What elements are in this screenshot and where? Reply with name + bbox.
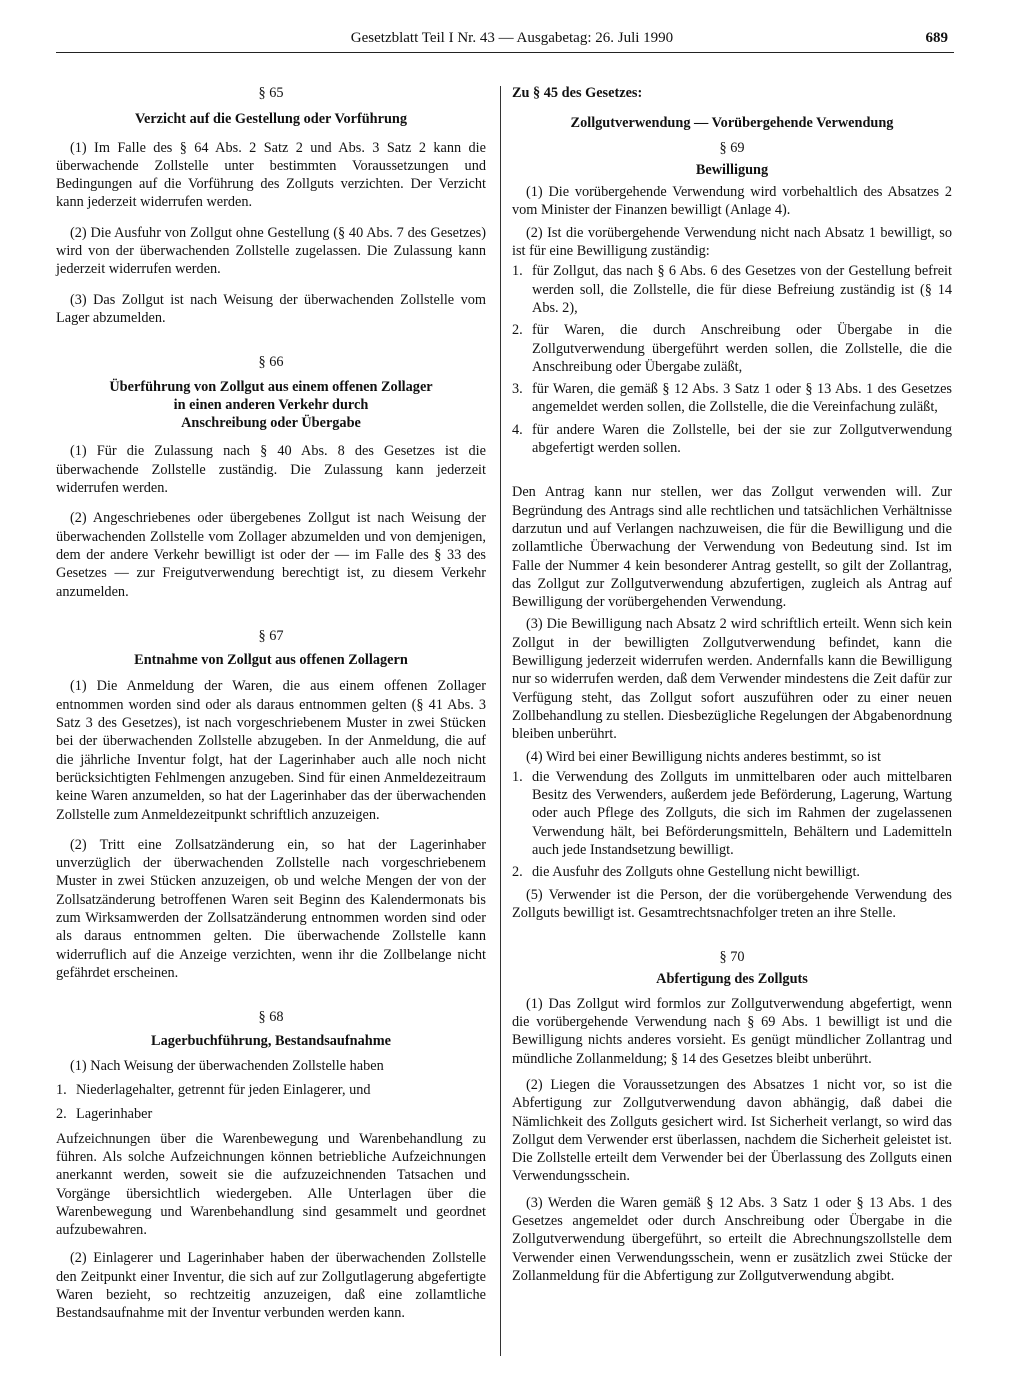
section-67-title: Entnahme von Zollgut aus offenen Zollagern (134, 652, 408, 669)
list-item (512, 768, 952, 859)
section-70-number: § 70 (719, 949, 745, 966)
section-69-p4: (4) Wird bei einer Bewilligung nichts anderes bestimmt, so ist (526, 748, 881, 765)
section-70-title: Abfertigung des Zollguts (656, 971, 808, 988)
section-65-p3: (3) Das Zollgut ist nach Weisung der überwachenden Zollstelle vom Lager abzumelden. (56, 291, 486, 326)
section-66-number: § 66 (258, 354, 284, 371)
page-number: 689 (925, 30, 948, 46)
section-67-p2: (2) Tritt eine Zollsatzänderung ein, so hat der Lagerinhaber unverzüglich der überwachenden Zollstelle nach vorgeschriebenem Muster in zwei Stücken anzuzeigen, ob und welche Mengen der von der Zollsatzänderung betroffenen Waren seit Beginn des Kalendermonats bis zum Wirksamwerden der Zollsatzänderung entnommen worden sind oder als daraus entnommen gelten. Die überwachende Zollstelle kann widerruflich auf die Anzeige verzichten, wenn ihr die Zollbelange nicht gefährdet erscheinen. (56, 836, 486, 981)
list-item-text: Niederlagehalter, getrennt für jeden Einlagerer, und (76, 1082, 371, 1099)
list-item (512, 321, 952, 376)
list-item-number: 4. (512, 421, 523, 438)
section-66-p1: (1) Für die Zulassung nach § 40 Abs. 8 des Gesetzes ist die überwachende Zollstelle zuständig. Die Zulassung kann jederzeit widerrufen werden. (56, 443, 486, 497)
section-69-after: Den Antrag kann nur stellen, wer das Zollgut verwenden will. Zur Begründung des Antrags sind alle rechtlichen und tatsächlichen Verhältnisse darzutun und auf Verlangen nachzuweisen, die für die Bewilligung und die zollamtliche Überwachung der Verwendung von Bedeutung sind. Ist im Falle der Nummer 4 kein besonderer Antrag gestellt, so gilt der Zollantrag, das Zollgut zur Zollgutverwendung abzufertigen, zugleich als Antrag auf Bewilligung der vorübergehenden Verwendung. (512, 484, 952, 611)
section-69-p2: (2) Ist die vorübergehende Verwendung nicht nach Absatz 1 bewilligt, so ist für eine Bewilligung zuständig: (512, 224, 952, 260)
list-item-text: für Waren, die durch Anschreibung oder Übergabe in die Zollgutverwendung übergeführt werden sollen, die Zollstelle, die die Anschreibung oder Übergabe zuläßt, (532, 322, 952, 375)
right-lead: Zu § 45 des Gesetzes: (512, 85, 643, 101)
list-item-text: Lagerinhaber (76, 1106, 153, 1123)
list-item (512, 380, 952, 417)
section-70-p3: (3) Werden die Waren gemäß § 12 Abs. 3 Satz 1 oder § 13 Abs. 1 des Gesetzes angemeldet oder durch Anschreibung oder Übergabe in die Zollgutverwendung übergeführt, so erteilt die Abrechnungszollstelle dem Verwender einen Verwendungsschein, wenn er zusätzlich zwei Stücke der Zollanmeldung für die Abfertigung zur Zollgutverwendung abgibt. (512, 1194, 952, 1284)
section-69-p3: (3) Die Bewilligung nach Absatz 2 wird schriftlich erteilt. Wenn sich kein Zollgut in der bewilligten Zollgutverwendung befindet, kann die Bewilligung jederzeit widerrufen werden. Andernfalls kann die Bewilligung nur so widerrufen werden, daß dem Verwender mindestens die Zeit dafür zur Verfügung steht, das Zollgut sofort auszuführen oder zu einer neuen Zollbehandlung zu stellen. Diesbezügliche Regelungen der Abgabenordnung bleiben unberührt. (512, 616, 952, 743)
section-66-p2: (2) Angeschriebenes oder übergebenes Zollgut ist nach Weisung der überwachenden Zollstelle vom Zollager abzumelden und von demjenigen, dem der andere Verkehr bewilligt ist oder der — im Falle des § 33 des Gesetzes — zur Freigutverwendung berechtigt ist, zu diesem Verkehr anzumelden. (56, 510, 486, 600)
header-rule (56, 52, 954, 53)
section-66-title-line1: Überführung von Zollgut aus einem offenen Zollager (109, 378, 433, 395)
section-65-title: Verzicht auf die Gestellung oder Vorführung (134, 111, 408, 128)
list-item (56, 1081, 486, 1099)
page-header (0, 30, 1024, 60)
list-item-number: 3. (512, 381, 523, 398)
list-item-text: die Verwendung des Zollguts im unmittelbaren oder auch mittelbaren Besitz des Verwenders, außerdem jede Beförderung, Lagerung, Wartung oder auch Pflege des Zollguts, die sich im Rahmen der zugelassenen Verwendung hält, bei Beförderungsmitteln, Behältern und Lademitteln auch jede Instandsetzung bewilligt. (532, 768, 952, 858)
section-66-title-line3: Anschreibung oder Übergabe (181, 415, 361, 432)
section-67-number: § 67 (258, 627, 284, 644)
section-68-intro: (1) Nach Weisung der überwachenden Zollstelle haben (70, 1057, 384, 1074)
column-divider (500, 86, 501, 1356)
section-68-after: Aufzeichnungen über die Warenbewegung und Warenbehandlung zu führen. Als solche Aufzeichnungen können betriebliche Aufzeichnungen anerkannt werden, soweit sie die aufzuzeichnenden Tatsachen und Vorgänge übersichtlich wiedergeben. Alle Unterlagen über die Warenbewegung und Warenbehandlung sind gesammelt und geordnet aufzubewahren. (56, 1130, 486, 1239)
section-69-p5: (5) Verwender ist die Person, der die vorübergehende Verwendung des Zollguts bewilligt ist. Gesamtrechtsnachfolger treten an ihre Stelle. (512, 886, 952, 921)
section-70-p1: (1) Das Zollgut wird formlos zur Zollgutverwendung abgefertigt, wenn die vorübergehende Verwendung nach § 69 Abs. 1 bewilligt ist und die Bewilligung nichts anderes vorsieht. Es genügt mündlicher Zollantrag und mündliche Zollanmeldung; § 14 des Gesetzes bleibt unberührt. (512, 995, 952, 1067)
list-item-text: für Zollgut, das nach § 6 Abs. 6 des Gesetzes von der Gestellung befreit werden soll, die Zollstelle, die für diese Befreiung zuständig ist (§ 14 Abs. 2), (532, 263, 952, 316)
list-item-number: 2. (512, 322, 523, 339)
section-67-p1: (1) Die Anmeldung der Waren, die aus einem offenen Zollager entnommen worden sind oder als daraus entnommen gelten (§ 41 Abs. 3 Satz 3 des Gesetzes), ist nach vorgeschriebenem Muster in zwei Stücken bei der überwachenden Zollstelle abzugeben. In der Anmeldung, die auf die jährliche Inventur folgt, hat der Lagerinhaber auch alle noch nicht berücksichtigten Fehlmengen anzugeben. Sind für einen Anmeldezeitraum keine Waren anzumelden, so hat der Lagerinhaber das der überwachenden Zollstelle zum Anmeldezeitpunkt schriftlich anzuzeigen. (56, 678, 486, 823)
section-68-title: Lagerbuchführung, Bestandsaufnahme (151, 1033, 391, 1050)
list-item (512, 421, 952, 458)
section-68-p2: (2) Einlagerer und Lagerinhaber haben der überwachenden Zollstelle den Zeitpunkt einer Inventur, die sich auf zur Zollgutlagerung abgefertigte Waren bezieht, so rechtzeitig anzuzeigen, daß eine zollamtliche Bestandsaufnahme mit der Inventur verbunden werden kann. (56, 1250, 486, 1322)
section-69-number: § 69 (719, 139, 745, 156)
list-item-number: 2. (56, 1106, 67, 1123)
list-item (512, 863, 952, 881)
list-item-text: für Waren, die gemäß § 12 Abs. 3 Satz 1 oder § 13 Abs. 1 des Gesetzes angemeldet werden sollen, die Zollstelle, die die Vereinfachung zuläßt, (532, 381, 952, 416)
list-item-text: für andere Waren die Zollstelle, bei der sie zur Zollgutverwendung abgefertigt werden sollen. (532, 421, 952, 457)
section-66-title-line2: in einen anderen Verkehr durch (173, 396, 369, 413)
list-item-number: 2. (512, 864, 523, 881)
list-item-number: 1. (512, 263, 523, 280)
section-69-p1: (1) Die vorübergehende Verwendung wird vorbehaltlich des Absatzes 2 vom Minister der Finanzen bewilligt (Anlage 4). (512, 184, 952, 219)
list-item-text: die Ausfuhr des Zollguts ohne Gestellung nicht bewilligt. (532, 864, 860, 881)
section-70-p2: (2) Liegen die Voraussetzungen des Absatzes 1 nicht vor, so ist die Abfertigung zur Zollgutverwendung davon abhängig, daß dabei die Nämlichkeit des Zollguts gesichert wird. Ist Sicherheit verlangt, so wird das Zollgut dem Verwender erst überlassen, nachdem die Sicherheit geleistet ist. Die Zollstelle erteilt dem Verwender bei der Überlassung des Zollguts einen Verwendungsschein. (512, 1076, 952, 1185)
list-item (56, 1105, 486, 1123)
header-title: Gesetzblatt Teil I Nr. 43 — Ausgabetag: 26. Juli 1990 (350, 30, 674, 46)
section-68-number: § 68 (258, 1009, 284, 1026)
section-group-title: Zollgutverwendung — Vorübergehende Verwendung (570, 115, 894, 132)
section-65-p1: (1) Im Falle des § 64 Abs. 2 Satz 2 und Abs. 3 Satz 2 kann die überwachende Zollstelle unter bestimmten Voraussetzungen und Bedingungen auf die Vorführung des Zollguts verzichten. Der Verzicht kann jederzeit widerrufen werden. (56, 139, 486, 211)
right-column (512, 84, 952, 1285)
left-column (56, 84, 486, 1323)
list-item (512, 262, 952, 317)
section-65-number: § 65 (258, 85, 284, 101)
list-item-number: 1. (512, 768, 523, 785)
section-69-title: Bewilligung (695, 161, 769, 178)
list-item-number: 1. (56, 1082, 67, 1099)
section-65-p2: (2) Die Ausfuhr von Zollgut ohne Gestellung (§ 40 Abs. 7 des Gesetzes) wird von der überwachenden Zollstelle zugelassen. Die Zulassung kann jederzeit widerrufen werden. (56, 224, 486, 278)
